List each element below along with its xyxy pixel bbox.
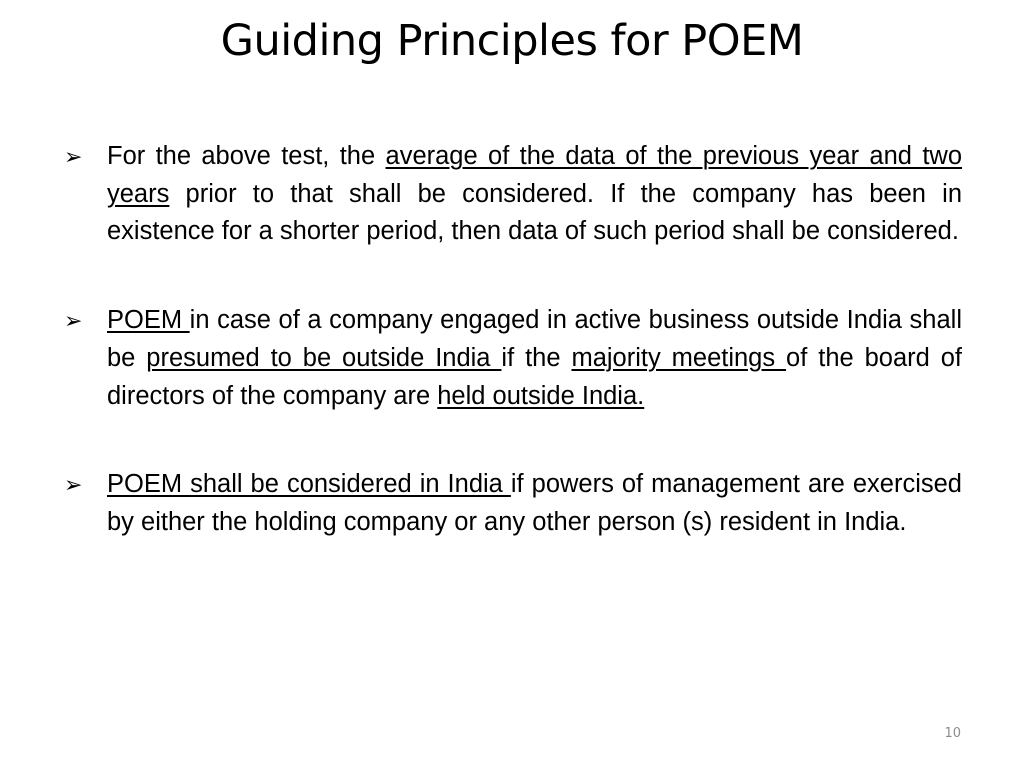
bullet-text-underlined: presumed to be outside India [146, 343, 502, 372]
bullet-text-segment: if the [501, 343, 572, 372]
bullet-text-segment: For the above test, the [107, 142, 386, 170]
arrow-bullet-icon: ➢ [64, 308, 83, 334]
bullet-text-segment: of the board of directors of the company are [107, 343, 962, 410]
bullet-text-underlined: majority meetings [571, 343, 787, 372]
page-number: 10 [944, 726, 961, 741]
bullet-text-segment: in case of a company engaged in active business outside India shall be [107, 306, 962, 372]
slide-title: Guiding Principles for POEM [220, 16, 804, 66]
bullet-item [62, 138, 962, 251]
bullet-text-underlined: POEM [107, 306, 190, 335]
bullet-item [62, 466, 962, 541]
bullet-list [62, 138, 962, 542]
bullet-text-underlined: held outside India. [437, 381, 645, 410]
arrow-bullet-icon: ➢ [64, 144, 83, 169]
bullet-text-underlined: average of the data of the previous year and two years [107, 142, 962, 208]
bullet-text-underlined: POEM shall be considered in India [107, 470, 511, 499]
arrow-bullet-icon: ➢ [64, 472, 83, 498]
bullet-text-segment: if powers of management are exercised by either the holding company or any other person (s) resident in India. [107, 470, 962, 536]
bullet-text-segment: prior to that shall be considered. If the company has been in existence for a shorter period, then data of such period shall be considered. [107, 179, 962, 246]
bullet-item [62, 302, 962, 415]
